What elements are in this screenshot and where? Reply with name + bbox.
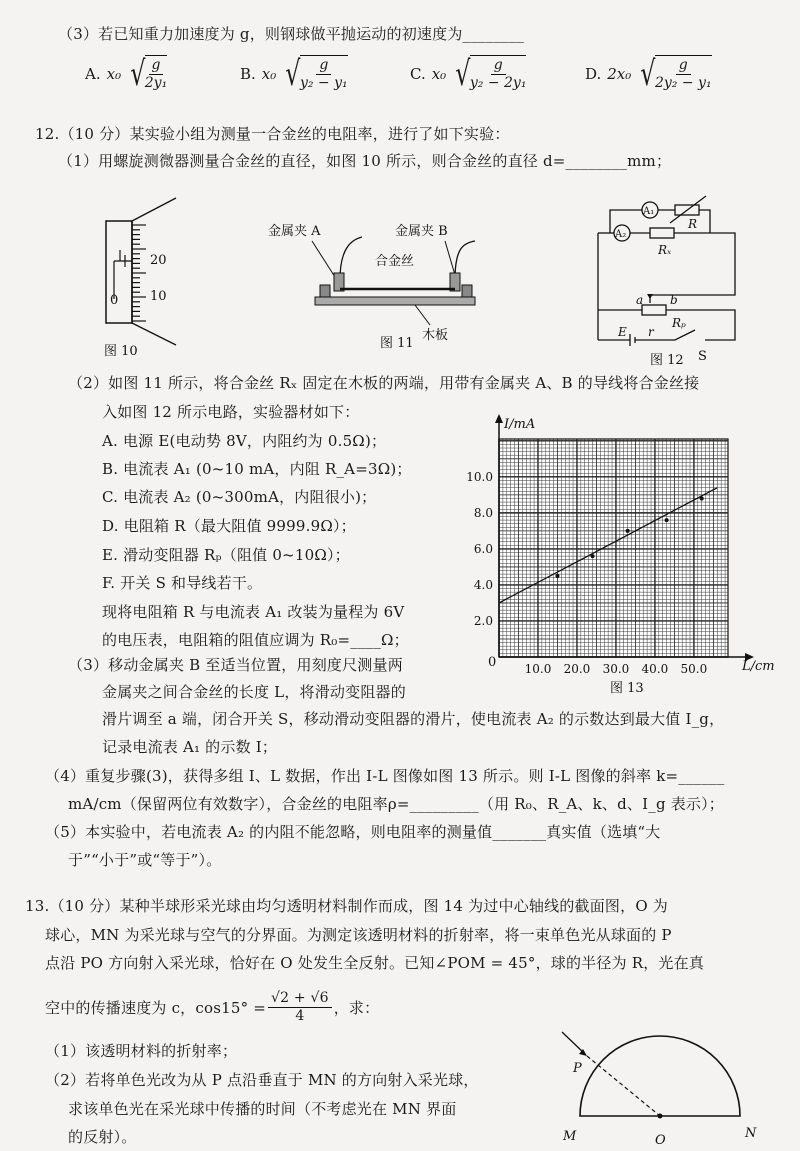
option-denominator: 2y₁ — [144, 75, 168, 91]
q12-line: 金属夹之间合金丝的长度 L，将滑动变阻器的 — [102, 683, 406, 701]
x-tick-label: 10.0 — [524, 662, 552, 676]
data-point — [700, 496, 704, 500]
x-tick-label: 50.0 — [680, 662, 708, 676]
option-denominator: y₂ − y₁ — [299, 75, 348, 91]
data-point — [665, 518, 669, 522]
cos-fraction — [268, 990, 332, 1025]
resistor-r-label: R — [688, 217, 698, 231]
y-tick-label: 4.0 — [473, 577, 493, 592]
wire-label: 合金丝 — [375, 254, 415, 269]
internal-r-label: r — [648, 325, 654, 339]
origin-label: 0 — [488, 655, 497, 670]
q12-line: A. 电源 E(电动势 8V，内阻约为 0.5Ω)； — [102, 432, 387, 450]
sqrt-icon: √ $\frac{g}{\text{2y₁}}$ — [130, 53, 168, 94]
q13-cos-line — [45, 990, 379, 1025]
cos-prefix: 空中的传播速度为 c，cos15° = — [45, 998, 267, 1017]
ammeter-a2-label: A₂ — [615, 229, 627, 240]
y-axis-label: I/mA — [504, 417, 536, 432]
zero-label: 0 — [110, 293, 119, 308]
figure-11-caption: 图 11 — [380, 336, 414, 351]
q12-line: 12.（10 分）某实验小组为测量一合金丝的电阻率，进行了如下实验： — [35, 125, 510, 143]
option-numerator: g — [676, 57, 691, 75]
rheostat-rp-label: Rₚ — [672, 316, 686, 330]
q12-line: 滑片调至 a 端，闭合开关 S，移动滑动变阻器的滑片，使电流表 A₂ 的示数达到最大值 I_g， — [102, 710, 725, 728]
data-point — [555, 574, 559, 578]
figure-13-chart — [460, 410, 800, 700]
q13-line: 点沿 PO 方向射入采光球，恰好在 O 处发生全反射。已知∠POM = 45°，球的半径为 R，光在真 — [45, 954, 705, 972]
sqrt-icon: √ $\frac{g}{\text{y₂ − 2y₁}}$ — [455, 53, 527, 94]
q12-line: （1）用螺旋测微器测量合金丝的直径，如图 10 所示，则合金丝的直径 d=________mm； — [58, 152, 672, 170]
option-label: A. — [85, 64, 101, 83]
q12-line: （4）重复步骤(3)，获得多组 I、L 数据，作出 I-L 图像如图 13 所示。则 I-L 图像的斜率 k=______ — [45, 767, 725, 785]
y-tick-label: 6.0 — [473, 541, 493, 556]
point-n-label: N — [745, 1126, 757, 1141]
cos-denominator: 4 — [295, 1008, 305, 1024]
q12-line: 记录电流表 A₁ 的示数 I； — [102, 738, 278, 756]
q12-line: C. 电流表 A₂ (0~300mA，内阻很小)； — [102, 488, 377, 506]
tick-20-label: 20 — [150, 253, 167, 268]
q12-line: （5）本实验中，若电流表 A₂ 的内阻不能忽略，则电阻率的测量值_______真实值（选填“大 — [45, 823, 661, 841]
option-label: B. — [240, 64, 256, 83]
end-b-label: b — [670, 293, 678, 307]
q12-line: F. 开关 S 和导线若干。 — [102, 574, 263, 592]
figure-12-caption: 图 12 — [650, 353, 684, 368]
option-c — [410, 55, 526, 92]
q13-line: 13.（10 分）某种半球形采光球由均匀透明材料制作而成，图 14 为过中心轴线的截面图，O 为 — [25, 897, 669, 915]
x-tick-label: 20.0 — [563, 662, 591, 676]
x-tick-label: 30.0 — [602, 662, 630, 676]
option-d — [585, 55, 712, 92]
option-coefficient: x₀ — [431, 64, 447, 83]
option-denominator: 2y₂ − y₁ — [654, 75, 712, 91]
cos-suffix: ，求： — [333, 998, 380, 1017]
switch-s-label: S — [698, 349, 707, 364]
option-label: C. — [410, 64, 426, 83]
option-coefficient: x₀ — [106, 64, 122, 83]
x-axis-label: L/cm — [742, 659, 775, 674]
option-coefficient: 2x₀ — [607, 64, 632, 83]
q12-line: 的电压表，电阻箱的阻值应调为 R₀=____Ω； — [102, 631, 409, 649]
q12-line: B. 电流表 A₁ (0~10 mA，内阻 R_A=3Ω)； — [102, 460, 412, 478]
q12-line: E. 滑动变阻器 Rₚ（阻值 0~10Ω）； — [102, 546, 350, 564]
option-numerator: g — [316, 57, 331, 75]
q12-line: 于”“小于”或“等于”）。 — [68, 851, 222, 869]
emf-e-label: E — [618, 325, 627, 339]
option-numerator: g — [491, 57, 506, 75]
ammeter-a1-label: A₁ — [643, 206, 655, 217]
q12-line: D. 电阻箱 R（最大阻值 9999.9Ω）； — [102, 517, 356, 535]
figure-11-wire-board — [250, 205, 490, 355]
q12-line: mA/cm（保留两位有效数字），合金丝的电阻率ρ=_________（用 R₀、R_A、k、d、I_g 表示）； — [68, 795, 725, 813]
option-label: D. — [585, 64, 602, 83]
q13-subquestion: 求该单色光在采光球中传播的时间（不考虑光在 MN 界面 — [68, 1100, 457, 1118]
end-a-label: a — [636, 293, 644, 307]
data-point — [626, 529, 630, 533]
cos-numerator: √2 + √6 — [268, 990, 332, 1008]
figure-13-caption: 图 13 — [610, 681, 644, 696]
q11-part3-text: （3）若已知重力加速度为 g，则钢球做平抛运动的初速度为________ — [58, 25, 525, 43]
option-b — [240, 55, 348, 92]
option-a — [85, 55, 167, 92]
x-tick-label: 40.0 — [641, 662, 669, 676]
q12-line: （2）如图 11 所示，将合金丝 Rₓ 固定在木板的两端，用带有金属夹 A、B 的导线将合金丝接 — [68, 374, 700, 392]
y-tick-label: 10.0 — [466, 469, 493, 484]
figure-14-hemisphere — [555, 1030, 765, 1151]
q12-line: 入如图 12 所示电路，实验器材如下： — [102, 403, 360, 421]
q12-line: 现将电阻箱 R 与电流表 A₁ 改装为量程为 6V — [102, 603, 405, 621]
point-m-label: M — [563, 1129, 577, 1144]
q13-line: 球心，MN 为采光球与空气的分界面。为测定该透明材料的折射率，将一束单色光从球面的 P — [45, 926, 672, 944]
q13-subquestion: （1）该透明材料的折射率； — [45, 1042, 238, 1060]
figure-12-circuit — [590, 188, 760, 368]
clip-a-label: 金属夹 A — [268, 224, 321, 239]
y-tick-label: 8.0 — [473, 505, 493, 520]
sqrt-icon: √ $\frac{g}{\text{y₂ − y₁}}$ — [285, 53, 348, 94]
option-denominator: y₂ − 2y₁ — [469, 75, 527, 91]
tick-10-label: 10 — [150, 289, 167, 304]
point-o-label: O — [655, 1133, 666, 1148]
q13-subquestion: （2）若将单色光改为从 P 点沿垂直于 MN 的方向射入采光球， — [45, 1071, 479, 1089]
q12-line: （3）移动金属夹 B 至适当位置，用刻度尺测量两 — [68, 656, 403, 674]
sqrt-icon: √ $\frac{g}{\text{2y₂ − y₁}}$ — [640, 53, 712, 94]
y-tick-label: 2.0 — [473, 613, 493, 628]
resistor-rx-label: Rₓ — [658, 243, 672, 257]
y-axis-arrow-icon — [495, 414, 503, 423]
data-point — [591, 554, 595, 558]
q13-subquestion: 的反射）。 — [68, 1128, 137, 1146]
figure-10-caption: 图 10 — [104, 344, 138, 359]
option-coefficient: x₀ — [261, 64, 277, 83]
board-label: 木板 — [422, 328, 449, 343]
point-p-label: P — [573, 1061, 582, 1076]
option-numerator: g — [149, 57, 164, 75]
figure-10-micrometer — [90, 195, 200, 365]
clip-b-label: 金属夹 B — [395, 224, 448, 239]
